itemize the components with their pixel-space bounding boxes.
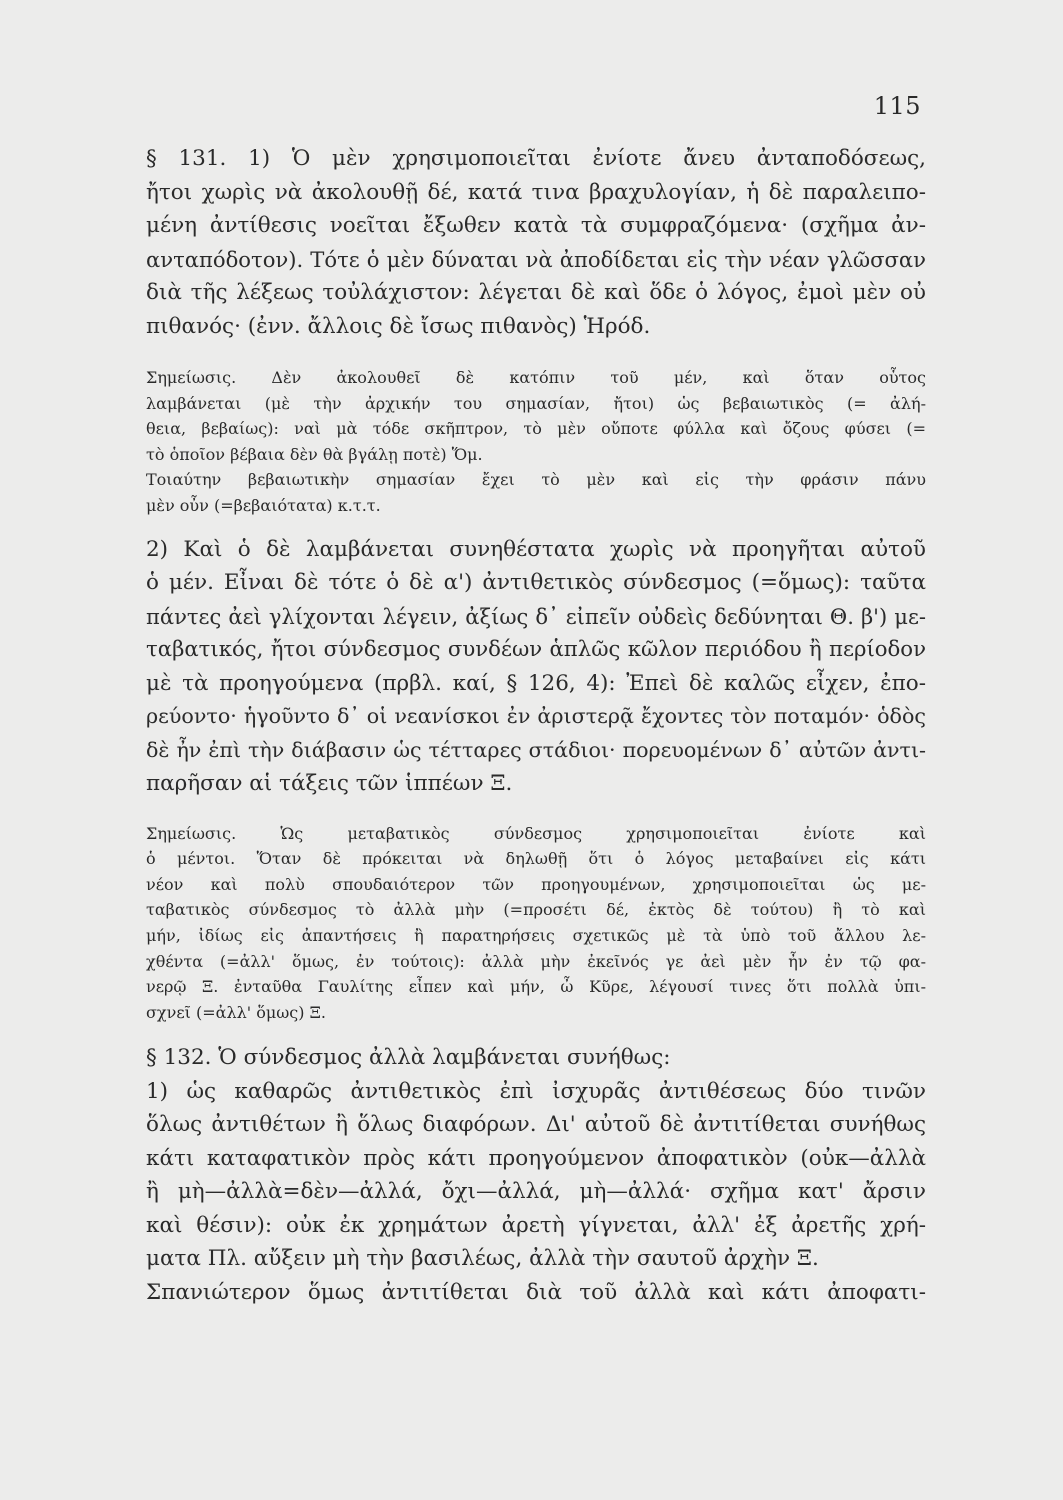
section-132-line: κάτι καταφατικὸν πρὸς κάτι προηγούμενον ἀποφατικὸν (οὐκ—ἀλλὰ	[146, 1145, 926, 1171]
note-2-line: σχνεῖ (=ἀλλ' ὅμως) Ξ.	[146, 1002, 326, 1022]
section-131-line: ανταπόδοτον). Τότε ὁ μὲν δύναται νὰ ἀποδίδεται εἰς τὴν νέαν γλῶσσαν	[146, 246, 926, 272]
paragraph-2-line: 2) Καὶ ὁ δὲ λαμβάνεται συνηθέστατα χωρὶς νὰ προηγῆται αὐτοῦ	[146, 536, 926, 562]
note-2	[146, 821, 926, 1026]
note-2-line: νέον καὶ πολὺ σπουδαιότερον τῶν προηγουμένων, χρησιμοποιεῖται ὡς με-	[146, 874, 926, 894]
section-132-line: § 132. Ὁ σύνδεσμος ἀλλὰ λαμβάνεται συνήθως:	[146, 1045, 671, 1071]
section-131-line: πιθανός· (ἐνν. ἄλλοις δὲ ἴσως πιθανὸς) Ἡρόδ.	[146, 313, 651, 339]
paragraph-2-line: παρῆσαν αἱ τάξεις τῶν ἱππέων Ξ.	[146, 771, 513, 797]
paragraph-2-line: δὲ ἦν ἐπὶ τὴν διάβασιν ὡς τέτταρες στάδιοι· πορευομένων δ᾽ αὐτῶν ἀντι-	[146, 737, 926, 762]
section-132-line: 1) ὡς καθαρῶς ἀντιθετικὸς ἐπὶ ἰσχυρᾶς ἀντιθέσεως δύο τινῶν	[146, 1078, 926, 1104]
section-132-line: Σπανιώτερον ὅμως ἀντιτίθεται διὰ τοῦ ἀλλὰ καὶ κάτι ἀποφατι-	[146, 1279, 926, 1305]
section-132-line: ἢ μὴ—ἀλλὰ=δὲν—ἀλλά, ὄχι—ἀλλά, μὴ—ἀλλά· σχῆμα κατ' ἄρσιν	[146, 1179, 926, 1205]
section-132	[146, 1041, 926, 1309]
note-2-line: χθέντα (=ἀλλ' ὅμως, ἐν τούτοις): ἀλλὰ μὴν ἐκεῖνός γε ἀεὶ μὲν ἦν ἐν τῷ φα-	[146, 951, 926, 971]
note-2-line: μήν, ἰδίως εἰς ἀπαντήσεις ἢ παρατηρήσεις σχετικῶς μὲ τὰ ὑπὸ τοῦ ἄλλου λε-	[146, 925, 926, 945]
note-2-line: ὁ μέντοι. Ὅταν δὲ πρόκειται νὰ δηλωθῇ ὅτι ὁ λόγος μεταβαίνει εἰς κάτι	[146, 849, 926, 869]
note-1-line: μὲν οὖν (=βεβαιότατα) κ.τ.τ.	[146, 495, 381, 515]
note-1	[146, 365, 926, 519]
section-131-line: ἤτοι χωρὶς νὰ ἀκολουθῇ δέ, κατά τινα βραχυλογίαν, ἡ δὲ παραλειπο-	[146, 179, 926, 205]
section-131-line: διὰ τῆς λέξεως τοὐλάχιστον: λέγεται δὲ καὶ ὅδε ὁ λόγος, ἐμοὶ μὲν οὐ	[146, 280, 926, 305]
paragraph-2-line: μὲ τὰ προηγούμενα (πρβλ. καί, § 126, 4): Ἐπεὶ δὲ καλῶς εἶχεν, ἐπο-	[146, 670, 926, 696]
note-1-line: τὸ ὁποῖον βέβαια δὲν θὰ βγάλῃ ποτὲ) Ὅμ.	[146, 444, 483, 464]
note-1-line: Τοιαύτην βεβαιωτικὴν σημασίαν ἔχει τὸ μὲν καὶ εἰς τὴν φράσιν πάνυ	[146, 470, 926, 490]
section-131	[146, 142, 926, 343]
section-131-line: μένη ἀντίθεσις νοεῖται ἔξωθεν κατὰ τὰ συμφραζόμενα· (σχῆμα ἀν-	[146, 213, 926, 238]
note-2-line: ταβατικὸς σύνδεσμος τὸ ἀλλὰ μὴν (=προσέτι δέ, ἐκτὸς δὲ τούτου) ἢ τὸ καὶ	[146, 900, 926, 920]
paragraph-2-line: ρεύοντο· ἡγοῦντο δ᾽ οἱ νεανίσκοι ἐν ἀριστερᾷ ἔχοντες τὸν ποταμόν· ὁδὸς	[146, 704, 926, 729]
paragraph-2-line: ὁ μέν. Εἶναι δὲ τότε ὁ δὲ α') ἀντιθετικὸς σύνδεσμος (=ὅμως): ταῦτα	[146, 570, 926, 596]
page-number: 115	[873, 92, 921, 120]
note-1-line: Σημείωσις. Δὲν ἀκολουθεῖ δὲ κατόπιν τοῦ μέν, καὶ ὅταν οὗτος	[146, 368, 926, 387]
note-1-line: θεια, βεβαίως): ναὶ μὰ τόδε σκῆπτρον, τὸ μὲν οὔποτε φύλλα καὶ ὄζους φύσει (=	[146, 419, 926, 439]
section-132-line: καὶ θέσιν): οὐκ ἐκ χρημάτων ἀρετὴ γίγνεται, ἀλλ' ἐξ ἀρετῆς χρή-	[146, 1212, 926, 1238]
section-131-line: § 131. 1) Ὁ μὲν χρησιμοποιεῖται ἐνίοτε ἄνευ ἀνταποδόσεως,	[146, 146, 926, 171]
note-2-line: Σημείωσις. Ὡς μεταβατικὸς σύνδεσμος χρησιμοποιεῖται ἐνίοτε καὶ	[146, 823, 926, 843]
note-2-line: νερῷ Ξ. ἐνταῦθα Γαυλίτης εἶπεν καὶ μήν, ὦ Κῦρε, λέγουσί τινες ὅτι πολλὰ ὑπι-	[146, 977, 926, 997]
paragraph-2	[146, 533, 926, 801]
note-1-line: λαμβάνεται (μὲ τὴν ἀρχικήν του σημασίαν, ἤτοι) ὡς βεβαιωτικὸς (= ἀλή-	[146, 393, 926, 413]
text-column	[146, 142, 926, 1309]
paragraph-2-line: πάντες ἀεὶ γλίχονται λέγειν, ἀξίως δ᾽ εἰπεῖν οὐδεὶς δεδύνηται Θ. β') με-	[146, 603, 926, 629]
section-132-line: ὅλως ἀντιθέτων ἢ ὅλως διαφόρων. Δι' αὐτοῦ δὲ ἀντιτίθεται συνήθως	[146, 1112, 926, 1138]
section-132-line: ματα Πλ. αὔξειν μὴ τὴν βασιλέως, ἀλλὰ τὴν σαυτοῦ ἀρχὴν Ξ.	[146, 1246, 819, 1272]
paragraph-2-line: ταβατικός, ἤτοι σύνδεσμος συνδέων ἁπλῶς κῶλον περιόδου ἢ περίοδον	[146, 637, 926, 663]
